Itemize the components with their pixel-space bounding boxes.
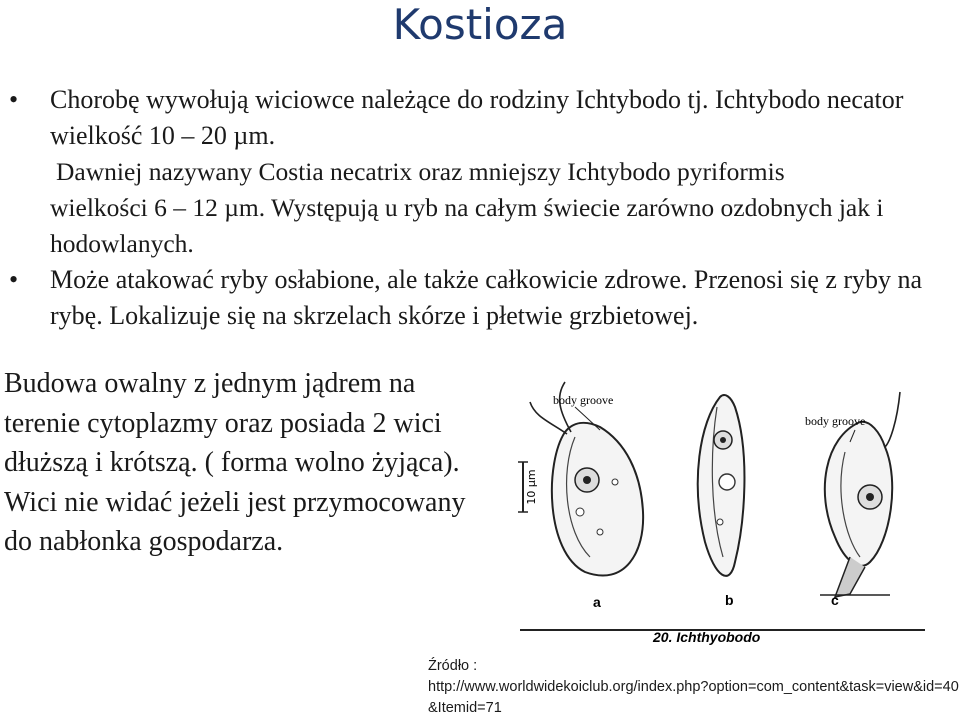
label-body-groove-a: body groove [553, 393, 614, 407]
bullet-dot: • [9, 265, 19, 294]
cell-a-drawing [530, 382, 643, 576]
sub-paragraph-line1: Dawniej nazywany Costia necatrix oraz mniejszy Ichtybodo pyriformis [56, 157, 785, 186]
source-block [428, 656, 960, 719]
bullet-text-2: Może atakować ryby osłabione, ale także całkowicie zdrowe. Przenosi się z ryby na rybę. Lokalizuje się na skrzelach skórze i płetwie grzbietowej. [50, 265, 923, 330]
bullet-dot: • [9, 85, 19, 114]
budowa-paragraph: Budowa owalny z jednym jądrem na terenie cytoplazmy oraz posiada 2 wici dłuższą i krótszą. ( forma wolno żyjąca). Wici nie widać jeżeli jest przymocowany do nabłonka gospodarza. [4, 368, 466, 557]
cell-b-drawing [698, 395, 745, 576]
letter-b: b [725, 592, 734, 608]
source-url[interactable]: http://www.worldwidekoiclub.org/index.php?option=com_content&task=view&id=40&Itemid=71 [428, 679, 959, 716]
figure-caption: 20. Ichthyobodo [653, 629, 761, 645]
sub-paragraph [0, 154, 960, 262]
ichthyobodo-illustration [505, 362, 945, 652]
bullet-text-1: Chorobę wywołują wiciowce należące do rodziny Ichtybodo tj. Ichtybodo necator wielkość 10 – 20 µm. [50, 85, 904, 150]
source-label: Źródło : [428, 658, 478, 674]
letter-a: a [593, 594, 601, 610]
bullet-item-1 [0, 82, 960, 154]
bullet-item-2 [0, 262, 960, 334]
scale-label: 10 µm [525, 469, 538, 505]
sub-paragraph-rest: wielkości 6 – 12 µm. Występują u ryb na całym świecie zarówno ozdobnych jak i hodowlanych. [50, 193, 884, 258]
bullet-list [0, 82, 960, 334]
letter-c: c [831, 592, 839, 608]
label-body-groove-c: body groove [805, 414, 866, 428]
slide-title: Kostioza [392, 0, 568, 49]
